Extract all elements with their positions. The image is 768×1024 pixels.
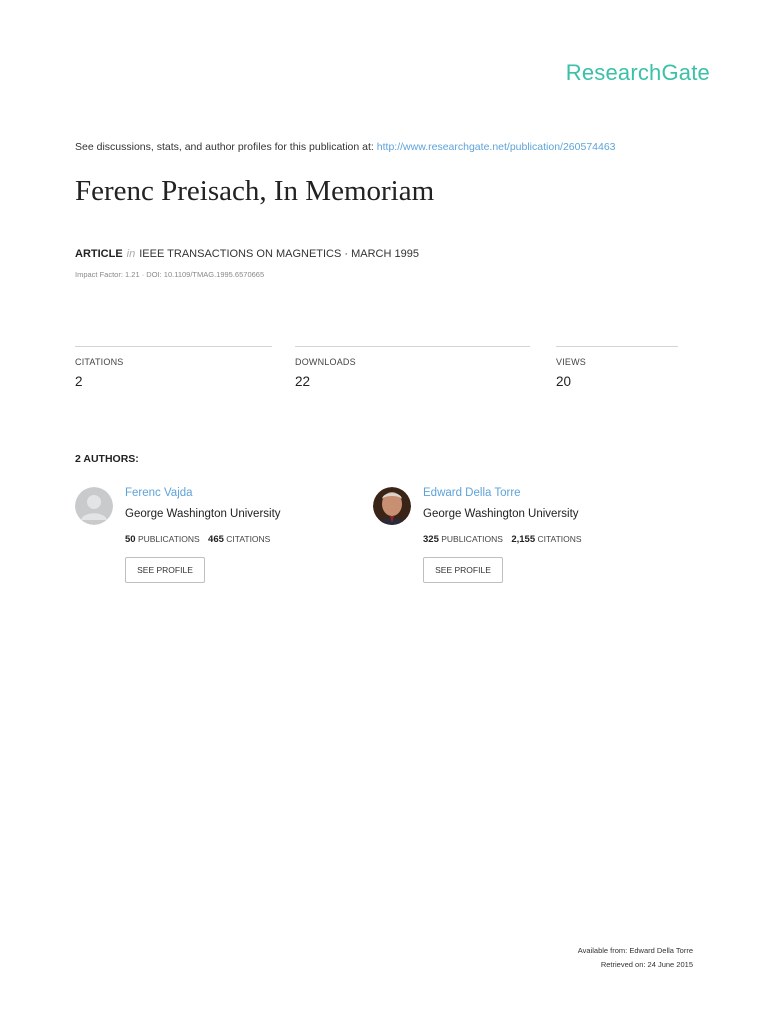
publications-count: 325 [423,534,439,545]
publication-title: Ferenc Preisach, In Memoriam [75,175,435,207]
stat-label: DOWNLOADS [295,357,356,367]
discussion-line [75,141,616,153]
publications-label: PUBLICATIONS [137,534,200,544]
default-avatar-icon[interactable] [75,487,113,525]
publication-type: ARTICLE [75,248,123,260]
publications-count: 50 [125,534,136,545]
citations-label: CITATIONS [226,534,271,544]
author-institution: George Washington University [423,508,579,520]
discussion-prefix: See discussions, stats, and author profiles for this publication at: [75,141,374,153]
in-label: in [126,248,136,260]
stat-label: VIEWS [556,357,587,367]
citations-count: 465 [208,534,224,545]
author-name-link[interactable]: Edward Della Torre [423,487,521,499]
publication-venue: IEEE TRANSACTIONS ON MAGNETICS · MARCH 1995 [139,248,419,260]
see-profile-button[interactable]: SEE PROFILE [423,557,503,583]
researchgate-logo[interactable]: ResearchGate [565,60,710,85]
citations-count: 2,155 [511,534,536,545]
see-profile-button[interactable]: SEE PROFILE [125,557,205,583]
stat-label: CITATIONS [75,357,124,367]
publication-meta [75,248,419,260]
stat-citations [75,346,272,389]
author-name-link[interactable]: Ferenc Vajda [125,487,193,499]
authors-heading: 2 AUTHORS: [75,453,139,465]
stat-downloads [295,346,530,389]
stat-value: 2 [75,374,83,389]
impact-factor-doi: Impact Factor: 1.21 · DOI: 10.1109/TMAG.1995.6570665 [75,270,265,279]
publication-link[interactable]: http://www.researchgate.net/publication/260574463 [376,141,616,153]
available-from: Available from: Edward Della Torre [577,946,693,955]
author-stats [423,534,582,545]
retrieved-on: Retrieved on: 24 June 2015 [600,960,693,969]
stat-value: 20 [556,374,572,389]
citations-label: CITATIONS [537,534,582,544]
author-photo-avatar[interactable] [373,487,411,525]
author-stats [125,534,270,545]
stat-value: 22 [295,374,311,389]
stat-views [556,346,678,389]
author-institution: George Washington University [125,508,281,520]
publications-label: PUBLICATIONS [441,534,503,544]
